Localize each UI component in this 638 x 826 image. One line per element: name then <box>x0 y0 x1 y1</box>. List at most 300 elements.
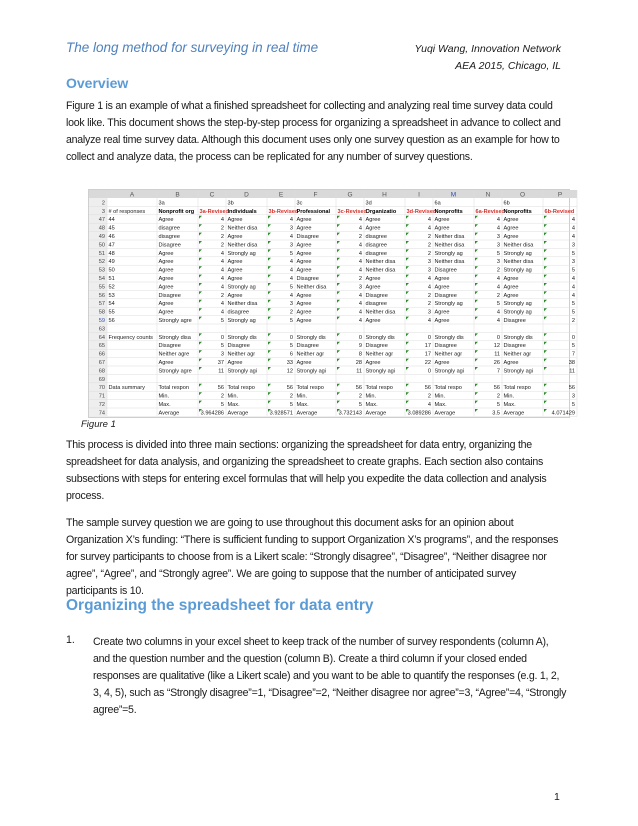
spreadsheet-cell: 5 <box>571 301 575 308</box>
cell-comment-marker <box>199 317 202 320</box>
spreadsheet-cell: 4 <box>289 234 293 240</box>
spreadsheet-cell: Agree <box>434 309 450 316</box>
spreadsheet-cell: 3.732143 <box>338 410 362 417</box>
spreadsheet-cell: 56 <box>424 385 431 392</box>
spreadsheet-cell: Disagree <box>434 292 457 299</box>
spreadsheet-cell: 5 <box>571 250 575 257</box>
spreadsheet-cell: 4 <box>358 301 362 308</box>
spreadsheet-cell: disagree <box>227 309 249 316</box>
row-number: 71 <box>98 393 105 400</box>
spreadsheet-cell: Disagree <box>434 343 457 350</box>
cell-comment-marker <box>544 291 547 294</box>
spreadsheet-cell: 4 <box>358 250 362 257</box>
spreadsheet-cell: Agree <box>434 318 450 324</box>
cell-comment-marker <box>268 392 271 395</box>
cell-comment-marker <box>475 350 478 353</box>
spreadsheet-cell: 2 <box>427 292 431 299</box>
cell-comment-marker <box>406 384 409 387</box>
spreadsheet-cell: 4 <box>220 284 224 291</box>
cell-comment-marker <box>406 300 409 303</box>
spreadsheet-cell: 5 <box>289 284 293 291</box>
spreadsheet-cell: 4 <box>358 309 362 316</box>
column-letter: F <box>313 191 318 199</box>
spreadsheet-cell: Average <box>365 410 387 417</box>
cell-comment-marker <box>268 233 271 236</box>
spreadsheet-cell: Agree <box>227 267 243 274</box>
cell-comment-marker <box>406 224 409 227</box>
cell-comment-marker <box>475 300 478 303</box>
spreadsheet-cell: 4 <box>220 301 224 308</box>
spreadsheet-cell: 44 <box>108 217 115 224</box>
spreadsheet-cell: 0 <box>427 368 431 375</box>
spreadsheet-cell: 4.071429 <box>551 410 575 417</box>
spreadsheet-cell: 33 <box>286 360 293 366</box>
cell-comment-marker <box>544 233 547 236</box>
spreadsheet-cell: 45 <box>108 225 115 232</box>
spreadsheet-cell: 3.964286 <box>200 410 224 417</box>
spreadsheet-cell: 4 <box>220 259 224 266</box>
spreadsheet-cell: 2 <box>289 309 293 316</box>
spreadsheet-cell: Agree <box>158 267 174 274</box>
spreadsheet-cell: Individuals <box>227 208 257 215</box>
spreadsheet-cell: Strongly ag <box>227 318 256 324</box>
row-number: 65 <box>98 343 105 350</box>
spreadsheet-cell: Neither agr <box>365 351 394 358</box>
spreadsheet-cell: Total respo <box>227 385 255 392</box>
cell-comment-marker <box>268 249 271 252</box>
spreadsheet-cell: Disagree <box>365 343 388 350</box>
spreadsheet-cell: Neither disa <box>503 242 534 249</box>
cell-comment-marker <box>475 308 478 311</box>
column-letter: P <box>557 191 563 199</box>
spreadsheet-cell: 4 <box>220 276 224 282</box>
spreadsheet-cell: Strongly agre <box>158 318 192 324</box>
spreadsheet-cell: Min. <box>227 393 239 400</box>
spreadsheet-cell: 56 <box>568 385 575 392</box>
cell-comment-marker <box>406 392 409 395</box>
row-number: 3 <box>101 208 105 215</box>
cell-comment-marker <box>337 291 340 294</box>
spreadsheet-cell: Disagree <box>158 343 181 350</box>
spreadsheet-cell: 5 <box>289 343 293 350</box>
spreadsheet-cell: disagree <box>365 242 387 249</box>
column-letter: A <box>129 191 135 199</box>
spreadsheet-cell: disagree <box>158 234 180 240</box>
row-number: 59 <box>98 318 105 324</box>
cell-comment-marker <box>544 384 547 387</box>
cell-comment-marker <box>337 350 340 353</box>
cell-comment-marker <box>337 249 340 252</box>
spreadsheet-cell: 3 <box>571 259 575 266</box>
column-letter: C <box>209 191 215 199</box>
cell-comment-marker <box>268 333 271 336</box>
spreadsheet-cell: 5 <box>496 402 500 408</box>
cell-comment-marker <box>475 384 478 387</box>
spreadsheet-cell: Agree <box>296 267 312 274</box>
spreadsheet-cell: Neither disa <box>296 284 327 291</box>
spreadsheet-cell: 28 <box>355 360 362 366</box>
spreadsheet-cell: Agree <box>158 276 174 282</box>
cell-comment-marker <box>406 249 409 252</box>
cell-comment-marker <box>199 224 202 227</box>
column-letter: G <box>347 191 353 199</box>
cell-comment-marker <box>475 266 478 269</box>
cell-comment-marker <box>406 283 409 286</box>
column-letter: I <box>418 191 420 199</box>
spreadsheet-cell: 4 <box>427 217 431 224</box>
list-item-text: Create two columns in your excel sheet to keep track of the number of survey respondents (column A), and the question number and the question (column B). Create a third column if your closed ended responses are qualitative (like a Likert scale) and you want to be able to quantify the responses (e.g. 1, 2, 3, 4, 5), such as “Strongly disagree”=1, “Disagree”=2, “Neither disagree nor agree”=3, “Agree”=4, “Strongly agree”=5. <box>93 636 567 716</box>
spreadsheet-cell: Strongly dis <box>434 334 464 341</box>
spreadsheet-cell: Strongly ag <box>227 250 256 257</box>
row-number: 69 <box>98 376 105 383</box>
spreadsheet-cell: Min. <box>365 393 377 400</box>
spreadsheet-cell: Disagree <box>158 292 181 299</box>
page-number: 1 <box>554 791 560 803</box>
cell-comment-marker <box>544 367 547 370</box>
spreadsheet-cell: 0 <box>289 334 293 341</box>
cell-comment-marker <box>475 342 478 345</box>
spreadsheet-cell: Neither agr <box>434 351 463 358</box>
spreadsheet-cell: Strongly dis <box>503 334 533 341</box>
cell-comment-marker <box>544 275 547 278</box>
spreadsheet-cell: Neither disa <box>365 309 396 316</box>
spreadsheet-cell: 54 <box>108 301 115 308</box>
section-heading-data-entry: Organizing the spreadsheet for data entry <box>66 597 374 614</box>
cell-comment-marker <box>199 367 202 370</box>
cell-comment-marker <box>268 266 271 269</box>
spreadsheet-cell: 5 <box>358 402 362 408</box>
spreadsheet-cell: Min. <box>158 393 170 400</box>
document-header-author <box>415 41 562 75</box>
spreadsheet-cell: Agree <box>365 360 381 366</box>
spreadsheet-cell: 12 <box>286 368 293 375</box>
cell-comment-marker <box>199 249 202 252</box>
spreadsheet-cell: 3b <box>227 200 234 207</box>
spreadsheet-cell: 4 <box>496 284 500 291</box>
column-letter: H <box>382 191 387 199</box>
cell-comment-marker <box>337 233 340 236</box>
spreadsheet-cell: Agree <box>296 250 312 257</box>
spreadsheet-cell: 4 <box>220 267 224 274</box>
spreadsheet-cell: Agree <box>158 360 174 366</box>
spreadsheet-cell: 53 <box>108 292 115 299</box>
spreadsheet-cell: 4 <box>427 284 431 291</box>
cell-comment-marker <box>406 342 409 345</box>
spreadsheet-cell: Max. <box>365 402 378 408</box>
spreadsheet-cell: 3 <box>220 351 224 358</box>
spreadsheet-cell: 0 <box>571 334 575 341</box>
cell-comment-marker <box>337 266 340 269</box>
spreadsheet-cell: 4 <box>571 225 575 232</box>
spreadsheet-cell: 3d <box>365 200 372 207</box>
cell-comment-marker <box>544 249 547 252</box>
spreadsheet-cell: 4 <box>358 259 362 266</box>
row-number: 50 <box>98 242 105 249</box>
spreadsheet-cell: 4 <box>289 292 293 299</box>
spreadsheet-cell: 48 <box>108 250 115 257</box>
spreadsheet-cell: Agree <box>296 360 312 366</box>
spreadsheet-cell: 2 <box>427 301 431 308</box>
spreadsheet-cell: Average <box>227 410 249 417</box>
spreadsheet-cell: Agree <box>158 301 174 308</box>
spreadsheet-cell: Strongly ag <box>503 301 532 308</box>
sample-question-paragraph <box>66 515 566 600</box>
cell-comment-marker <box>199 392 202 395</box>
column-letter: M <box>450 191 457 199</box>
spreadsheet-cell: 2 <box>220 242 224 249</box>
spreadsheet-cell: 3 <box>289 242 293 249</box>
spreadsheet-cell: Agree <box>227 259 243 266</box>
spreadsheet-cell: Strongly agi <box>227 368 258 375</box>
cell-comment-marker <box>199 241 202 244</box>
row-number: 54 <box>98 276 105 282</box>
cell-comment-marker <box>199 266 202 269</box>
column-header-bar <box>89 190 577 198</box>
spreadsheet-cell: 4 <box>358 267 362 274</box>
spreadsheet-cell: 17 <box>424 351 431 358</box>
spreadsheet-cell: Disagree <box>296 343 319 350</box>
cell-comment-marker <box>268 241 271 244</box>
cell-comment-marker <box>475 392 478 395</box>
spreadsheet-cell: 9 <box>358 343 362 350</box>
spreadsheet-cell: Disagree <box>227 343 250 350</box>
spreadsheet-cell: Max. <box>296 402 309 408</box>
spreadsheet-cell: 11 <box>218 368 224 375</box>
spreadsheet-cell: 46 <box>108 234 115 240</box>
spreadsheet-cell: 2 <box>427 242 431 249</box>
cell-comment-marker <box>199 216 202 219</box>
spreadsheet-cell: 4 <box>358 217 362 224</box>
cell-comment-marker <box>544 333 547 336</box>
cell-comment-marker <box>268 258 271 261</box>
spreadsheet-cell: 5 <box>571 309 575 316</box>
cell-comment-marker <box>199 342 202 345</box>
spreadsheet-cell: 26 <box>493 360 500 366</box>
spreadsheet-cell: Agree <box>503 292 519 299</box>
spreadsheet-cell: 5 <box>571 343 575 350</box>
spreadsheet-cell: 3 <box>496 242 500 249</box>
spreadsheet-cell: 47 <box>108 242 115 249</box>
cell-comment-marker <box>199 233 202 236</box>
spreadsheet-cell: Agree <box>365 276 381 282</box>
spreadsheet-cell: Professional <box>296 208 331 215</box>
spreadsheet-cell: Agree <box>434 276 450 282</box>
spreadsheet-cell: Agree <box>365 318 381 324</box>
spreadsheet-cell: 4 <box>427 276 431 282</box>
spreadsheet-cell: 5 <box>220 402 224 408</box>
row-number: 58 <box>98 309 105 316</box>
cell-comment-marker <box>199 300 202 303</box>
spreadsheet-cell: Max. <box>434 402 447 408</box>
row-number: 48 <box>98 225 105 232</box>
cell-comment-marker <box>268 283 271 286</box>
spreadsheet-cell: 5 <box>571 267 575 274</box>
spreadsheet-cell: Disagree <box>158 242 181 249</box>
spreadsheet-cell: 2 <box>220 292 224 299</box>
spreadsheet-cell: 6b-Revised <box>544 208 575 215</box>
spreadsheet-cell: Disagree <box>503 318 526 324</box>
spreadsheet-cell: 4 <box>358 318 362 324</box>
cell-comment-marker <box>475 249 478 252</box>
spreadsheet-cell: Agree <box>503 217 519 224</box>
spreadsheet-cell: Max. <box>503 402 516 408</box>
spreadsheet-cell: 4 <box>220 309 224 316</box>
spreadsheet-cell: 2 <box>427 393 431 400</box>
spreadsheet-cell: Nonprofits <box>503 208 532 215</box>
spreadsheet-cell: Agree <box>296 301 312 308</box>
row-number: 2 <box>101 200 105 207</box>
spreadsheet-cell: # of responses <box>108 208 146 215</box>
spreadsheet-cell: Average <box>503 410 525 417</box>
spreadsheet-cell: 56 <box>493 385 500 392</box>
spreadsheet-cell: Agree <box>434 217 450 224</box>
spreadsheet-cell: 4 <box>358 225 362 232</box>
spreadsheet-cell: Agree <box>365 217 381 224</box>
row-number: 51 <box>98 250 105 257</box>
spreadsheet-cell: 5 <box>220 318 224 324</box>
spreadsheet-cell: Nonprofit org <box>158 208 195 215</box>
cell-comment-marker <box>199 401 202 404</box>
cell-comment-marker <box>337 367 340 370</box>
cell-comment-marker <box>544 283 547 286</box>
spreadsheet-cell: 6 <box>289 351 293 358</box>
spreadsheet-cell: Agree <box>503 234 519 240</box>
spreadsheet-cell: 52 <box>108 284 115 291</box>
spreadsheet-cell: 3 <box>289 225 293 232</box>
spreadsheet-cell: 4 <box>289 276 293 282</box>
row-number: 74 <box>98 410 105 417</box>
spreadsheet-cell: 2 <box>220 234 224 240</box>
row-number: 72 <box>98 402 105 408</box>
cell-comment-marker <box>337 283 340 286</box>
spreadsheet-cell: 17 <box>424 343 431 350</box>
spreadsheet-cell: Neither disa <box>365 267 396 274</box>
spreadsheet-cell: Disagree <box>296 276 319 282</box>
cell-comment-marker <box>475 233 478 236</box>
spreadsheet-cell: 3b-Revised <box>268 208 299 215</box>
cell-comment-marker <box>544 401 547 404</box>
spreadsheet-cell: 2 <box>358 234 362 240</box>
cell-comment-marker <box>406 233 409 236</box>
spreadsheet-cell: 4 <box>496 309 500 316</box>
spreadsheet-cell: 5 <box>289 402 293 408</box>
spreadsheet-cell: Agree <box>503 276 519 282</box>
spreadsheet-cell: 3a-Revised <box>199 208 230 215</box>
spreadsheet-cell: 22 <box>424 360 431 366</box>
cell-comment-marker <box>337 384 340 387</box>
row-number: 63 <box>98 326 105 333</box>
cell-comment-marker <box>199 333 202 336</box>
spreadsheet-cell: 4 <box>571 284 575 291</box>
cell-comment-marker <box>406 317 409 320</box>
spreadsheet-cell: disagree <box>365 301 387 308</box>
cell-comment-marker <box>475 401 478 404</box>
spreadsheet-cell: 7 <box>571 351 575 358</box>
spreadsheet-cell: 0 <box>496 334 500 341</box>
spreadsheet-cell: 4 <box>496 276 500 282</box>
spreadsheet-cell: Agree <box>227 360 243 366</box>
column-letter: O <box>519 191 526 199</box>
spreadsheet-cell: Agree <box>365 225 381 232</box>
spreadsheet-cell: 2 <box>496 292 500 299</box>
spreadsheet-cell: Total respo <box>503 385 531 392</box>
cell-comment-marker <box>268 291 271 294</box>
spreadsheet-cell: 51 <box>108 276 115 282</box>
figure-caption: Figure 1 <box>81 419 116 430</box>
document-header-title: The long method for surveying in real time <box>66 40 319 55</box>
spreadsheet-cell: Organizatio <box>365 208 397 215</box>
spreadsheet-cell: Agree <box>158 309 174 316</box>
row-number: 64 <box>98 334 105 341</box>
row-number: 52 <box>98 259 105 266</box>
cell-comment-marker <box>544 224 547 227</box>
column-letter: N <box>485 191 491 199</box>
spreadsheet-cell: Agree <box>434 360 450 366</box>
cell-comment-marker <box>544 258 547 261</box>
cell-comment-marker <box>406 333 409 336</box>
spreadsheet-cell: Neither disa <box>503 259 534 266</box>
row-number: 67 <box>98 360 105 366</box>
spreadsheet-cell: 4 <box>358 242 362 249</box>
spreadsheet-cell: Agree <box>158 250 174 257</box>
spreadsheet-cell: Disagree <box>503 343 526 350</box>
spreadsheet-cell: 56 <box>355 385 362 392</box>
spreadsheet-cell: Agree <box>365 284 381 291</box>
cell-comment-marker <box>337 308 340 311</box>
row-number: 49 <box>98 234 105 240</box>
cell-comment-marker <box>406 291 409 294</box>
spreadsheet-cell: 5 <box>289 318 293 324</box>
cell-comment-marker <box>268 224 271 227</box>
cell-comment-marker <box>544 308 547 311</box>
spreadsheet-cell: 5 <box>496 250 500 257</box>
spreadsheet-cell: Strongly ag <box>503 250 532 257</box>
spreadsheet-cell: Agree <box>434 284 450 291</box>
spreadsheet-cell: 3 <box>427 259 431 266</box>
spreadsheet-cell: Agree <box>296 292 312 299</box>
cell-comment-marker <box>337 317 340 320</box>
spreadsheet-cell: 6a <box>434 200 441 207</box>
spreadsheet-cell: 4 <box>427 318 431 324</box>
spreadsheet-cell: Strongly disa <box>158 334 191 341</box>
spreadsheet-cell: disagree <box>365 250 387 257</box>
spreadsheet-cell: Neither disa <box>227 225 258 232</box>
spreadsheet-cell: 3 <box>571 393 575 400</box>
spreadsheet-cell: Agree <box>158 217 174 224</box>
cell-comment-marker <box>199 283 202 286</box>
row-number: 47 <box>98 217 105 224</box>
spreadsheet-cell: Strongly agi <box>296 368 327 375</box>
spreadsheet-cell: 5 <box>220 343 224 350</box>
spreadsheet-cell: 4 <box>220 250 224 257</box>
cell-comment-marker <box>268 350 271 353</box>
intro-text: This process is divided into three main sections: organizing the spreadsheet for data entry, organizing the spreadsheet for data analysis, and organizing the spreadsheet to create graphs. Each section also contains subsections with steps for entering excel formulas that will help you expedite the data collection and analysis process. <box>66 439 547 502</box>
cell-comment-marker <box>199 384 202 387</box>
spreadsheet-cell: Average <box>158 410 180 417</box>
spreadsheet-cell: Agree <box>296 217 312 224</box>
cell-comment-marker <box>544 300 547 303</box>
spreadsheet-cell: 4 <box>496 217 500 224</box>
spreadsheet-cell: Strongly ag <box>227 284 256 291</box>
cell-comment-marker <box>544 342 547 345</box>
cell-comment-marker <box>406 367 409 370</box>
spreadsheet-cell: Agree <box>227 234 243 240</box>
spreadsheet-cell: 4 <box>358 292 362 299</box>
spreadsheet-cell: 5 <box>571 402 575 408</box>
cell-comment-marker <box>337 224 340 227</box>
cell-comment-marker <box>406 266 409 269</box>
spreadsheet-cell: Agree <box>227 292 243 299</box>
